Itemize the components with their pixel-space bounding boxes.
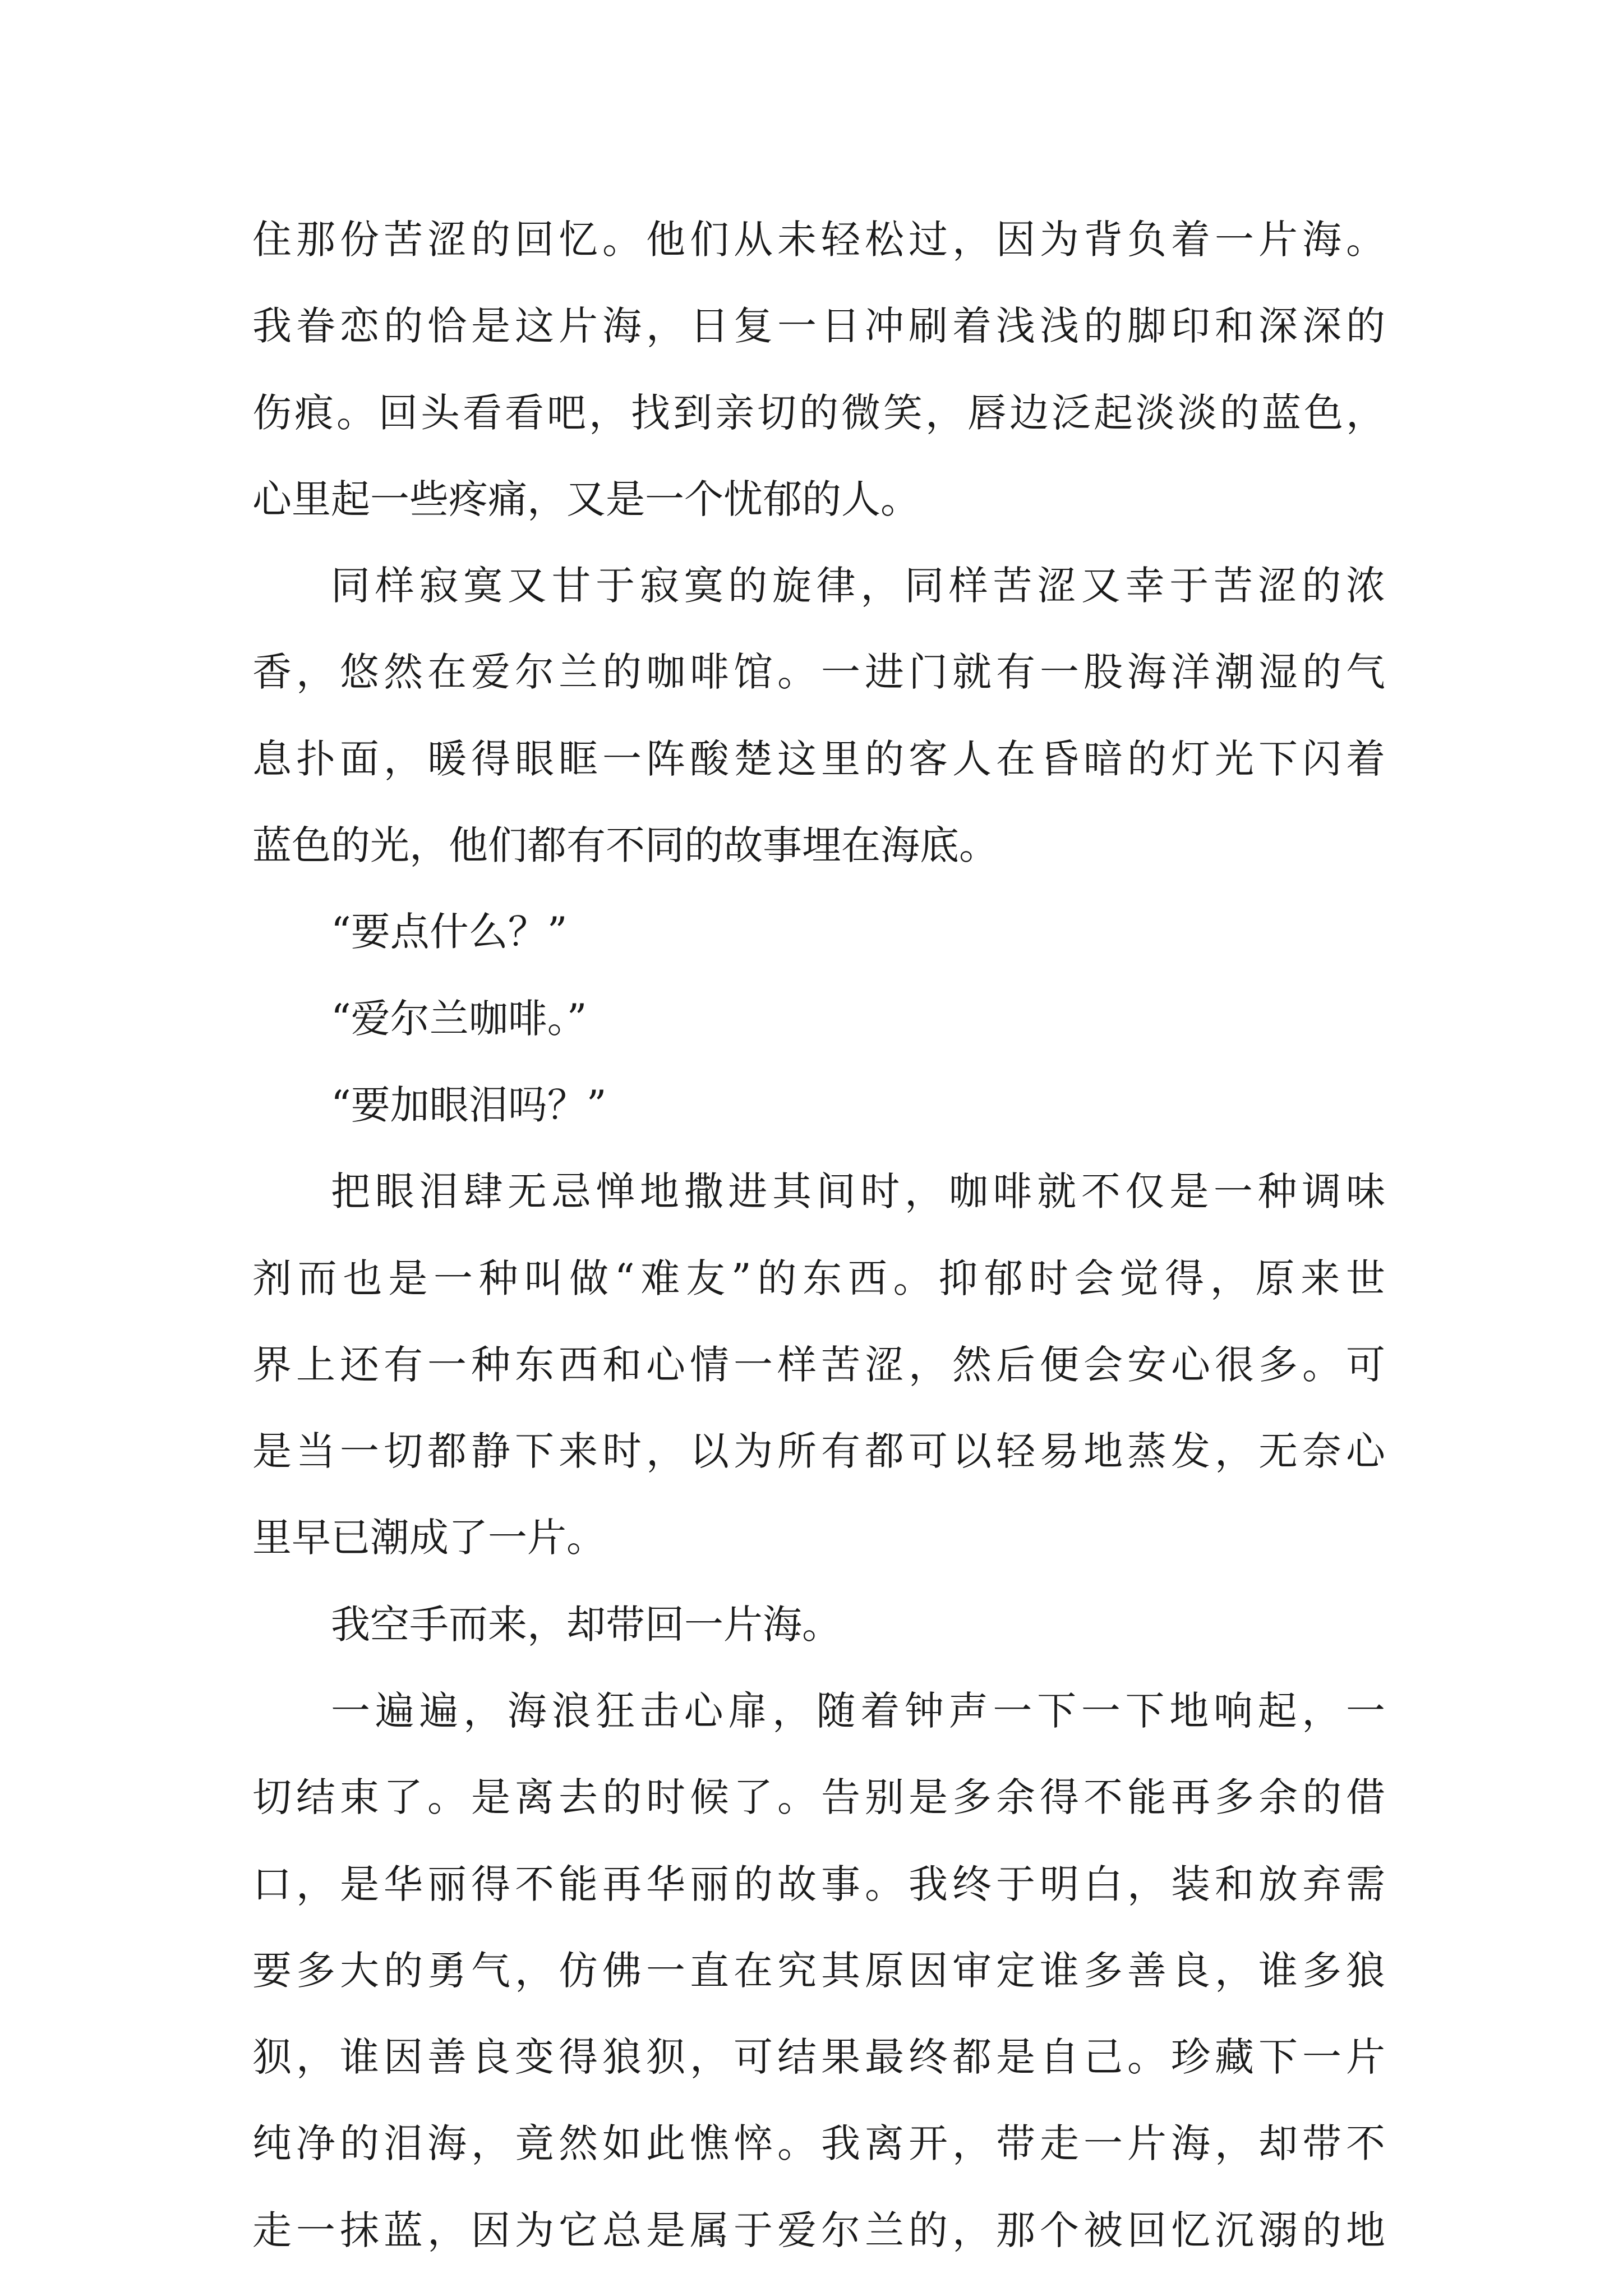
dialogue-line: “要加眼泪吗？”: [331, 1082, 607, 1128]
dialogue-line: “要点什么？”: [331, 909, 568, 955]
paragraph-first-line: 一遍遍，海浪狂击心扉，随着钟声一下一下地响起，一: [331, 1687, 1385, 1734]
text-line: 蓝色的光，他们都有不同的故事埋在海底。: [252, 822, 998, 869]
text-line: 伤痕。回头看看吧，找到亲切的微笑，唇边泛起淡淡的蓝色，: [252, 389, 1385, 436]
paragraph-first-line: 我空手而来，却带回一片海。: [331, 1601, 841, 1648]
text-line: 心里起一些疼痛，又是一个忧郁的人。: [252, 476, 920, 522]
text-line: 是当一切都静下来时，以为所有都可以轻易地蒸发，无奈心: [252, 1428, 1385, 1475]
text-line: 界上还有一种东西和心情一样苦涩，然后便会安心很多。可: [252, 1341, 1385, 1388]
text-line: 息扑面，暖得眼眶一阵酸楚这里的客人在昏暗的灯光下闪着: [252, 735, 1385, 782]
text-line: 狈，谁因善良变得狼狈，可结果最终都是自己。珍藏下一片: [252, 2034, 1385, 2081]
text-line: 剂而也是一种叫做“难友”的东西。抑郁时会觉得，原来世: [252, 1255, 1385, 1301]
text-line: 我眷恋的恰是这片海，日复一日冲刷着浅浅的脚印和深深的: [252, 303, 1385, 349]
paragraph-first-line: 把眼泪肆无忌惮地撒进其间时，咖啡就不仅是一种调味: [331, 1168, 1385, 1215]
text-line: 里早已潮成了一片。: [252, 1515, 606, 1561]
paragraph-first-line: 同样寂寞又甘于寂寞的旋律，同样苦涩又幸于苦涩的浓: [331, 563, 1385, 609]
dialogue-line: “爱尔兰咖啡。”: [331, 995, 587, 1042]
text-line: 口，是华丽得不能再华丽的故事。我终于明白，装和放弃需: [252, 1861, 1385, 1907]
text-line: 香，悠然在爱尔兰的咖啡馆。一进门就有一股海洋潮湿的气: [252, 649, 1385, 696]
text-line: 住那份苦涩的回忆。他们从未轻松过，因为背负着一片海。: [252, 217, 1385, 263]
text-line: 走一抹蓝，因为它总是属于爱尔兰的，那个被回忆沉溺的地: [252, 2207, 1385, 2253]
text-line: 要多大的勇气，仿佛一直在究其原因审定谁多善良，谁多狼: [252, 1947, 1385, 1994]
text-line: 切结束了。是离去的时候了。告别是多余得不能再多余的借: [252, 1774, 1385, 1821]
text-line: 纯净的泪海，竟然如此憔悴。我离开，带走一片海，却带不: [252, 2120, 1385, 2167]
